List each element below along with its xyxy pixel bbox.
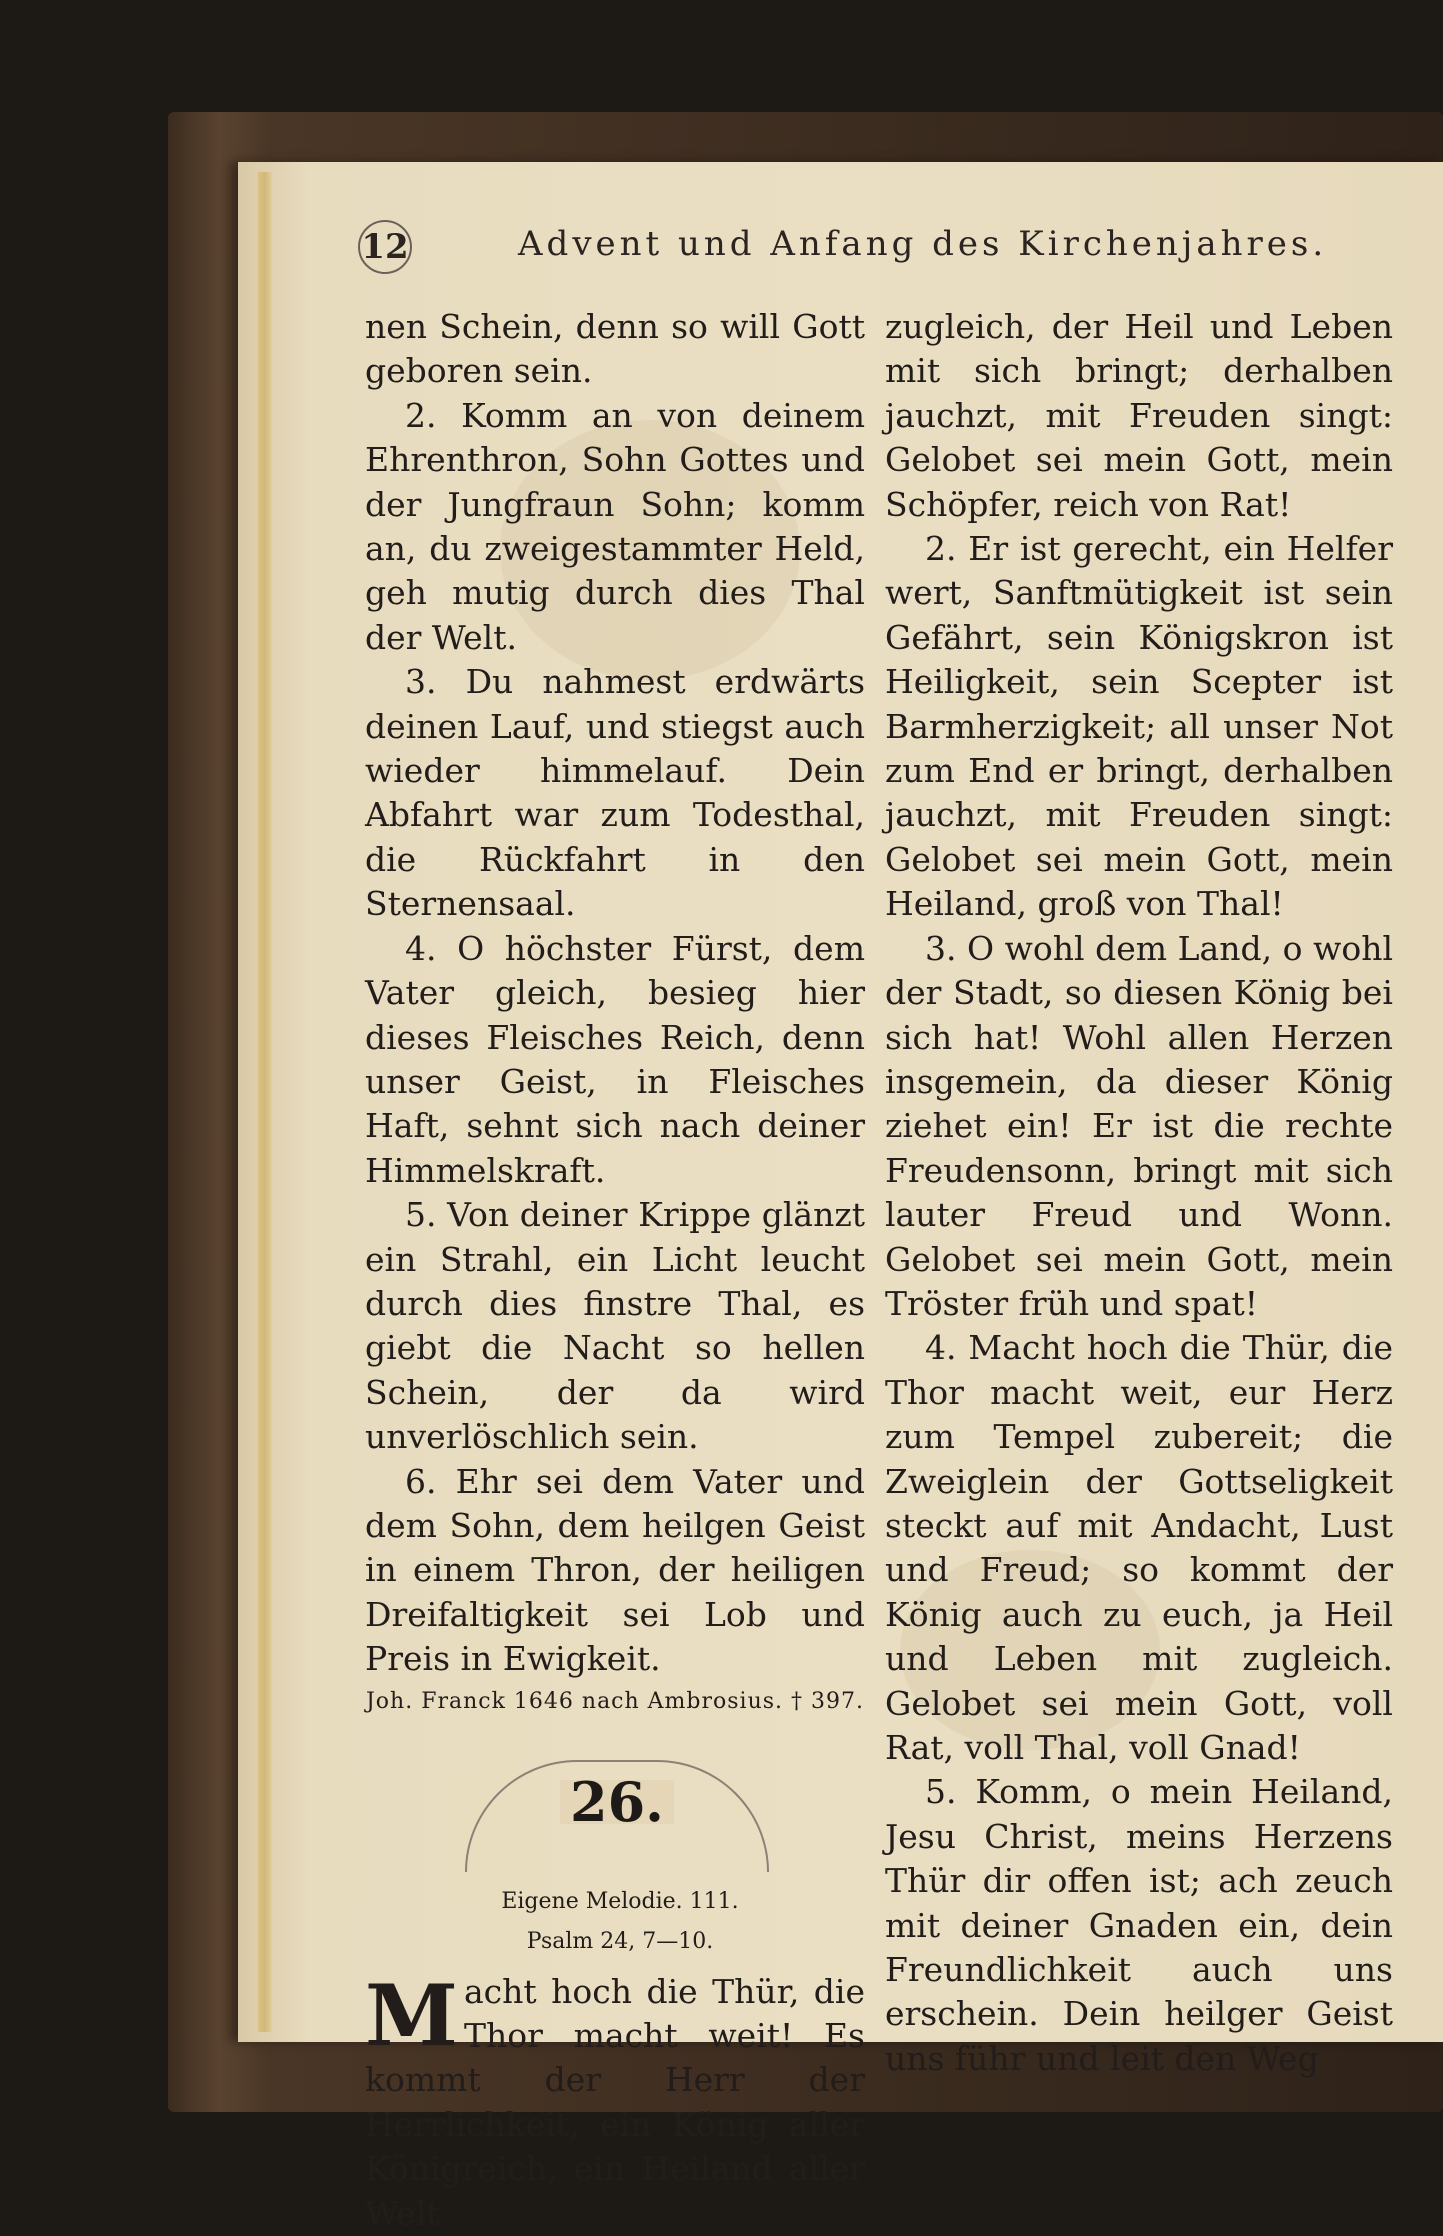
hymn-melody: Eigene Melodie. 111. (501, 1888, 739, 1914)
page-header (358, 220, 1408, 280)
verse: 3. Du nahmest erdwärts deinen Lauf, und stiegst auch wieder himmelauf. Dein Abfahrt war zum Todesthal, die Rückfahrt in den Sternensaal. (365, 662, 865, 924)
hymn-psalm-reference: Psalm 24, 7—10. (526, 1928, 714, 1954)
verse: 5. Komm, o mein Heiland, Jesu Christ, meins Herzens Thür dir offen ist; ach zeuch mit deiner Gnaden ein, dein Freundlichkeit auch uns erschein. Dein heilger Geist uns führ und leit den Weg (885, 1772, 1393, 2078)
verse-continuation: nen Schein, denn so will Gott geboren sein. (365, 307, 865, 391)
page-gilt-edge (258, 172, 272, 2032)
left-column (365, 305, 865, 2236)
hymn-number: 26. (560, 1780, 674, 1824)
hymn-heading (365, 1730, 865, 1970)
page-number: 12 (358, 220, 412, 274)
verse-continuation: zugleich, der Heil und Leben mit sich bringt; derhalben jauchzt, mit Freuden singt: Gelobet sei mein Gott, mein Schöpfer, reich von Rat! (885, 307, 1393, 524)
hymn-first-verse (365, 1965, 865, 2236)
running-head: Advent und Anfang des Kirchenjahres. (518, 224, 1328, 264)
right-column (885, 305, 1393, 2081)
verse: 2. Er ist gerecht, ein Helfer wert, Sanftmütigkeit ist sein Gefährt, sein Königskron ist Heiligkeit, sein Scepter ist Barmherzigkeit; all unser Not zum End er bringt, derhalben jauchzt, mit Freuden singt: Gelobet sei mein Gott, mein Heiland, groß von Thal! (885, 529, 1393, 924)
verse: 4. Macht hoch die Thür, die Thor macht weit, eur Herz zum Tempel zubereit; die Zweiglein der Gottseligkeit steckt auf mit Andacht, Lust und Freud; so kommt der König auch zu euch, ja Heil und Leben mit zugleich. Gelobet sei mein Gott, voll Rat, voll Thal, voll Gnad! (885, 1328, 1393, 1767)
hymn-first-verse-text: acht hoch die Thür, die Thor macht weit! Es kommt der Herr der Herrlichkeit, ein König aller Königreich, ein Heiland aller Welt (365, 1971, 865, 2233)
verse: 3. O wohl dem Land, o wohl der Stadt, so diesen König bei sich hat! Wohl allen Herzen insgemein, da dieser König ziehet ein! Er ist die rechte Freudensonn, bringt mit sich lauter Freud und Wonn. Gelobet sei mein Gott, mein Tröster früh und spat! (885, 928, 1393, 1323)
verse: 2. Komm an von deinem Ehrenthron, Sohn Gottes und der Jungfraun Sohn; komm an, du zweigestammter Held, geh mutig durch dies Thal der Welt. (365, 395, 865, 657)
verse: 4. O höchster Fürst, dem Vater gleich, besieg hier dieses Fleisches Reich, denn unser Geist, in Fleisches Haft, sehnt sich nach deiner Himmelskraft. (365, 928, 865, 1190)
drop-cap: M (365, 1965, 458, 2065)
verse: 5. Von deiner Krippe glänzt ein Strahl, ein Licht leucht durch dies finstre Thal, es giebt die Nacht so hellen Schein, der da wird unverlöschlich sein. (365, 1195, 865, 1457)
verse: 6. Ehr sei dem Vater und dem Sohn, dem heilgen Geist in einem Thron, der heiligen Dreifaltigkeit sei Lob und Preis in Ewigkeit. (365, 1461, 865, 1679)
hymn-attribution: Joh. Franck 1646 nach Ambrosius. † 397. (365, 1688, 865, 1714)
